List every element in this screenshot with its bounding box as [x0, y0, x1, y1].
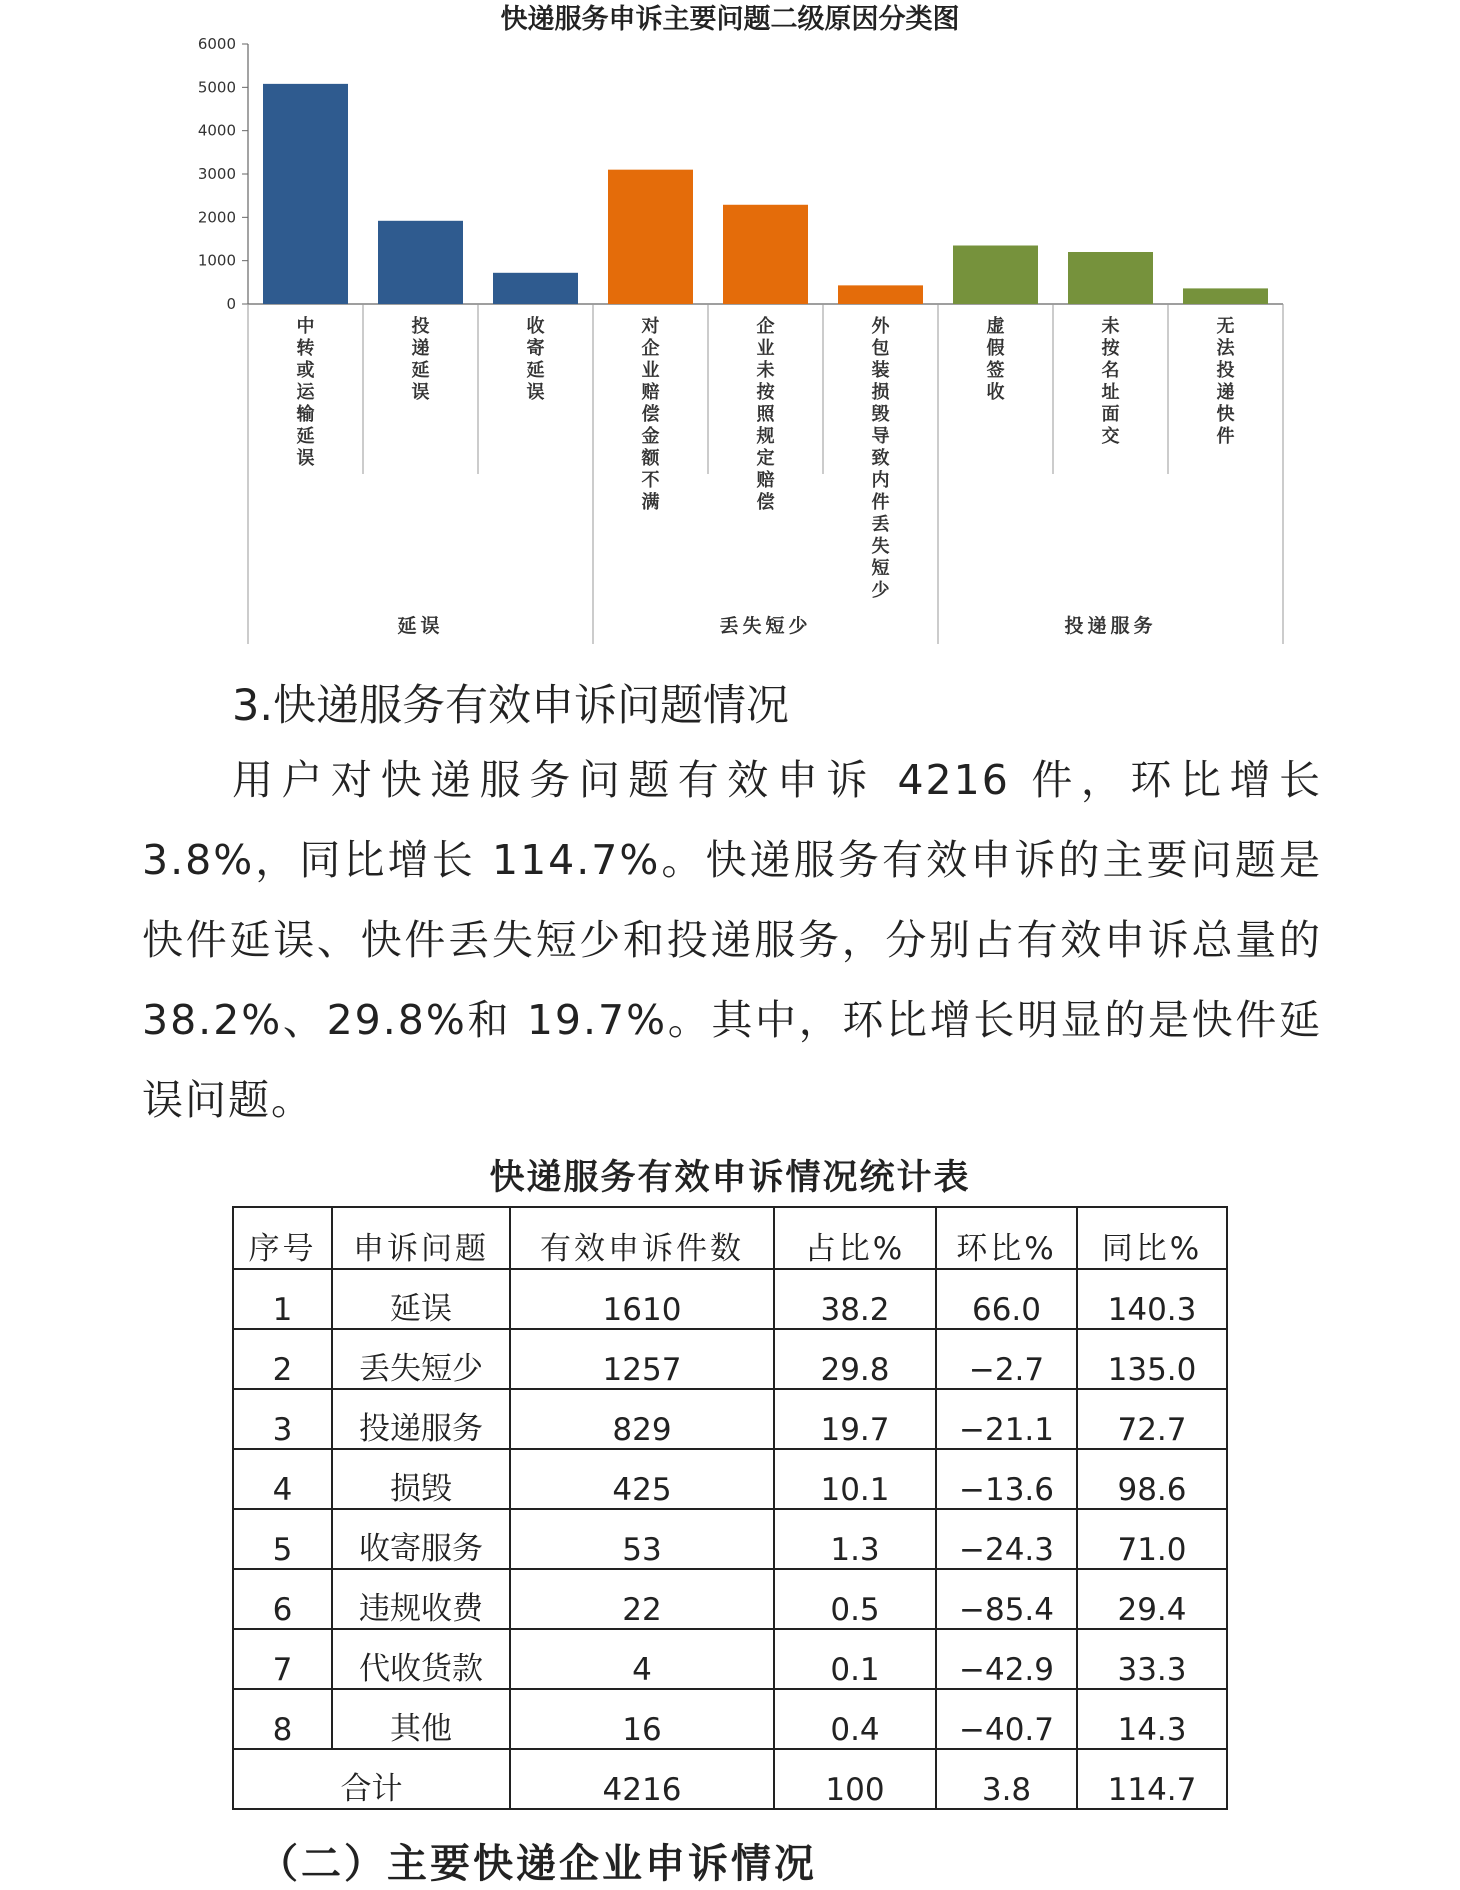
row-issue: 其他 — [332, 1689, 510, 1749]
y-tick-label: 5000 — [197, 78, 236, 97]
total-count: 4216 — [510, 1749, 774, 1809]
bar — [953, 246, 1038, 305]
category-label-char: 未 — [756, 360, 775, 381]
category-label-char: 满 — [641, 492, 660, 513]
row-yoy: 140.3 — [1077, 1269, 1227, 1329]
category-label-char: 赔 — [756, 470, 775, 491]
category-label-char: 按 — [1101, 338, 1120, 359]
category-label-char: 或 — [296, 360, 315, 381]
category-label-char: 偿 — [756, 492, 775, 513]
row-share: 19.7 — [774, 1389, 936, 1449]
bar — [1183, 288, 1268, 304]
category-label-char: 延 — [411, 360, 430, 381]
footer-heading: （二）主要快递企业申诉情况 — [258, 1840, 817, 1887]
row-index: 6 — [233, 1569, 332, 1629]
category-label-char: 毁 — [871, 404, 890, 425]
category-label-char: 失 — [871, 536, 890, 557]
row-yoy: 98.6 — [1077, 1449, 1227, 1509]
row-share: 0.4 — [774, 1689, 936, 1749]
category-label-char: 内 — [871, 470, 890, 491]
row-yoy: 14.3 — [1077, 1689, 1227, 1749]
row-count: 1610 — [510, 1269, 774, 1329]
row-issue: 收寄服务 — [332, 1509, 510, 1569]
statistics-table — [232, 1206, 1228, 1810]
category-label-char: 假 — [986, 338, 1005, 359]
row-mom: 66.0 — [936, 1269, 1077, 1329]
table-title: 快递服务有效申诉情况统计表 — [489, 1157, 971, 1198]
category-label-char: 企 — [641, 338, 660, 359]
row-share: 38.2 — [774, 1269, 936, 1329]
chart-title: 快递服务申诉主要问题二级原因分类图 — [500, 4, 960, 35]
row-issue: 违规收费 — [332, 1569, 510, 1629]
row-count: 22 — [510, 1569, 774, 1629]
category-label-char: 递 — [1216, 382, 1235, 403]
bar — [608, 170, 693, 304]
row-yoy: 33.3 — [1077, 1629, 1227, 1689]
category-label-char: 规 — [756, 426, 775, 447]
category-label-char: 名 — [1101, 360, 1120, 381]
row-index: 3 — [233, 1389, 332, 1449]
category-label-char: 转 — [296, 338, 315, 359]
y-tick-label: 2000 — [197, 208, 236, 227]
table-row — [233, 1269, 1227, 1329]
category-label-char: 址 — [1101, 382, 1120, 403]
category-label-char: 虚 — [986, 316, 1005, 337]
category-label-char: 无 — [1216, 316, 1235, 337]
row-count: 829 — [510, 1389, 774, 1449]
bar — [493, 273, 578, 304]
row-mom: −2.7 — [936, 1329, 1077, 1389]
category-label-char: 递 — [411, 338, 430, 359]
row-yoy: 135.0 — [1077, 1329, 1227, 1389]
category-label-char: 导 — [871, 426, 890, 447]
row-index: 4 — [233, 1449, 332, 1509]
total-yoy: 114.7 — [1077, 1749, 1227, 1809]
category-label-char: 投 — [1216, 360, 1235, 381]
header-share: 占比% — [774, 1207, 936, 1269]
table-row — [233, 1329, 1227, 1389]
row-yoy: 72.7 — [1077, 1389, 1227, 1449]
row-index: 5 — [233, 1509, 332, 1569]
group-labels — [397, 614, 1156, 637]
table-row — [233, 1629, 1227, 1689]
bar — [838, 285, 923, 304]
category-label-char: 致 — [871, 448, 890, 469]
row-issue: 代收货款 — [332, 1629, 510, 1689]
row-mom: −21.1 — [936, 1389, 1077, 1449]
category-label-char: 业 — [641, 360, 660, 381]
row-share: 1.3 — [774, 1509, 936, 1569]
category-label-char: 误 — [526, 382, 545, 403]
category-label-char: 输 — [296, 404, 315, 425]
row-yoy: 71.0 — [1077, 1509, 1227, 1569]
category-label-char: 快 — [1216, 404, 1235, 425]
row-mom: −42.9 — [936, 1629, 1077, 1689]
category-label-char: 金 — [641, 426, 660, 447]
row-share: 10.1 — [774, 1449, 936, 1509]
group-label: 丢失短少 — [719, 615, 812, 637]
row-issue: 延误 — [332, 1269, 510, 1329]
row-issue: 丢失短少 — [332, 1329, 510, 1389]
category-label-char: 延 — [296, 426, 315, 447]
table-row — [233, 1569, 1227, 1629]
group-label: 延误 — [397, 615, 444, 637]
row-index: 8 — [233, 1689, 332, 1749]
row-count: 1257 — [510, 1329, 774, 1389]
bars — [263, 84, 1268, 304]
bar — [263, 84, 348, 304]
row-index: 7 — [233, 1629, 332, 1689]
row-mom: −13.6 — [936, 1449, 1077, 1509]
category-label-char: 按 — [756, 382, 775, 403]
category-label-char: 中 — [296, 316, 315, 337]
bar-chart — [0, 0, 1460, 660]
category-label-char: 收 — [986, 382, 1005, 403]
category-label-char: 损 — [871, 382, 890, 403]
row-share: 0.1 — [774, 1629, 936, 1689]
category-label-char: 收 — [526, 316, 545, 337]
category-label-char: 交 — [1101, 426, 1120, 447]
category-label-char: 额 — [641, 448, 660, 469]
category-label-char: 外 — [871, 316, 890, 337]
category-label-char: 签 — [986, 360, 1005, 381]
category-label-char: 照 — [756, 404, 775, 425]
category-label-char: 延 — [526, 360, 545, 381]
category-label-char: 少 — [871, 580, 890, 601]
category-label-char: 业 — [756, 338, 775, 359]
category-label-char: 偿 — [641, 404, 660, 425]
row-mom: −40.7 — [936, 1689, 1077, 1749]
header-index: 序号 — [233, 1207, 332, 1269]
row-issue: 投递服务 — [332, 1389, 510, 1449]
total-mom: 3.8 — [936, 1749, 1077, 1809]
category-label-char: 运 — [296, 382, 315, 403]
category-label-char: 件 — [871, 492, 890, 513]
row-mom: −24.3 — [936, 1509, 1077, 1569]
category-label-char: 不 — [641, 470, 660, 491]
category-label-char: 包 — [871, 338, 890, 359]
row-issue: 损毁 — [332, 1449, 510, 1509]
category-label-char: 误 — [296, 448, 315, 469]
row-mom: −85.4 — [936, 1569, 1077, 1629]
table-header-row — [233, 1207, 1227, 1269]
section-paragraph: 用户对快递服务问题有效申诉 4216 件，环比增长 3.8%，同比增长 114.7%。快递服务有效申诉的主要问题是快件延误、快件丢失短少和投递服务，分别占有效申诉总量的 38.2%、29.8%和 19.7%。其中，环比增长明显的是快件延误问题。 — [142, 756, 1322, 1124]
group-label: 投递服务 — [1064, 615, 1157, 637]
total-label: 合计 — [233, 1749, 510, 1809]
y-tick-label: 6000 — [197, 35, 236, 53]
header-count: 有效申诉件数 — [510, 1207, 774, 1269]
row-count: 4 — [510, 1629, 774, 1689]
row-share: 29.8 — [774, 1329, 936, 1389]
bar — [1068, 252, 1153, 304]
category-label-char: 未 — [1101, 316, 1120, 337]
category-labels — [248, 304, 1283, 644]
category-label-char: 短 — [871, 558, 890, 579]
category-label-char: 寄 — [526, 338, 545, 359]
category-label-char: 件 — [1216, 426, 1235, 447]
category-label-char: 赔 — [641, 382, 660, 403]
category-label-char: 企 — [756, 316, 775, 337]
bar — [723, 205, 808, 304]
table-row — [233, 1689, 1227, 1749]
table-row — [233, 1389, 1227, 1449]
total-share: 100 — [774, 1749, 936, 1809]
table-total-row — [233, 1749, 1227, 1809]
category-label-char: 丢 — [871, 514, 890, 535]
row-index: 2 — [233, 1329, 332, 1389]
bar — [378, 221, 463, 304]
header-yoy: 同比% — [1077, 1207, 1227, 1269]
category-label-char: 面 — [1101, 404, 1120, 425]
y-tick-label: 0 — [226, 295, 236, 313]
table-row — [233, 1449, 1227, 1509]
section-heading: 3.快递服务有效申诉问题情况 — [232, 681, 790, 731]
table-row — [233, 1509, 1227, 1569]
header-issue: 申诉问题 — [332, 1207, 510, 1269]
category-label-char: 法 — [1216, 338, 1235, 359]
y-tick-label: 3000 — [197, 165, 236, 183]
category-label-char: 对 — [641, 316, 660, 337]
category-label-char: 装 — [871, 360, 890, 381]
row-index: 1 — [233, 1269, 332, 1329]
row-count: 16 — [510, 1689, 774, 1749]
category-label-char: 定 — [756, 448, 775, 469]
header-mom: 环比% — [936, 1207, 1077, 1269]
y-tick-label: 1000 — [197, 251, 236, 270]
row-count: 425 — [510, 1449, 774, 1509]
row-yoy: 29.4 — [1077, 1569, 1227, 1629]
y-tick-label: 4000 — [197, 121, 236, 140]
row-share: 0.5 — [774, 1569, 936, 1629]
category-label-char: 投 — [411, 316, 430, 337]
row-count: 53 — [510, 1509, 774, 1569]
category-label-char: 误 — [411, 382, 430, 403]
